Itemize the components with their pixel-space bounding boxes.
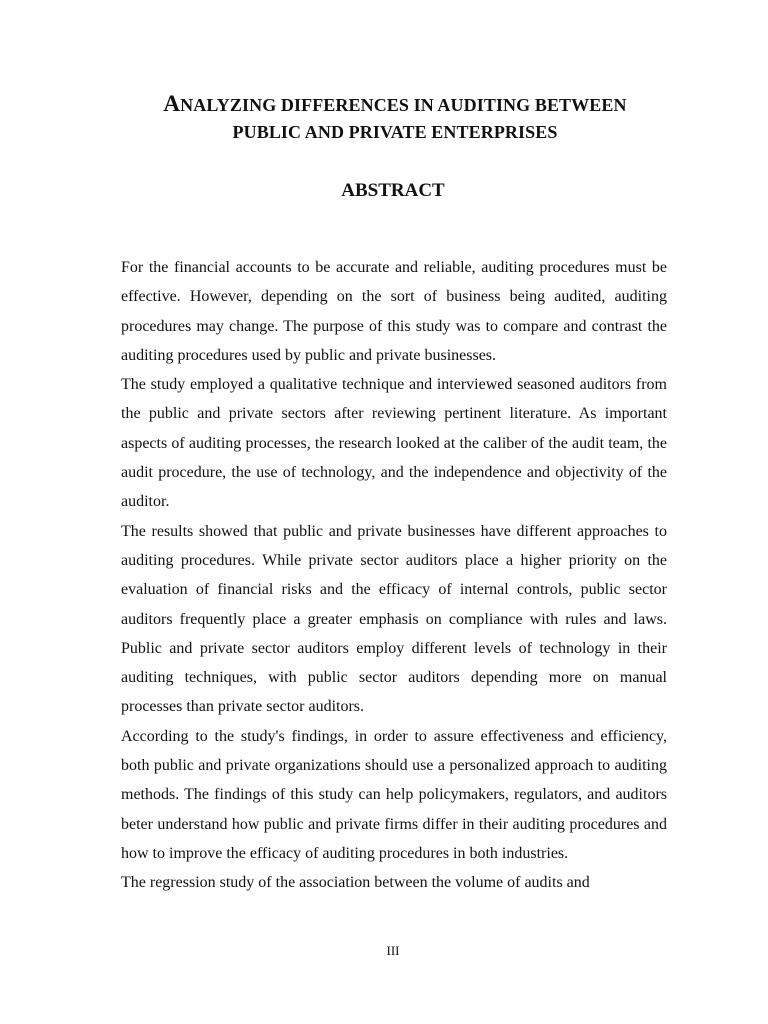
abstract-body	[121, 253, 667, 898]
paragraph: The regression study of the association between the volume of audits and	[121, 874, 590, 892]
title-first-letter: A	[163, 91, 181, 116]
page-number: III	[386, 943, 400, 958]
document-title	[90, 90, 700, 146]
title-line-1	[90, 90, 700, 119]
paragraph: The study employed a qualitative technique and interviewed seasoned auditors from the public and private sectors after reviewing pertinent literature. As important aspects of auditing processes, the research looked at the caliber of the audit team, the audit procedure, the use of technology, and the independence and objectivity of the auditor.	[121, 376, 667, 511]
paragraph: For the financial accounts to be accurate and reliable, auditing procedures must be effective. However, depending on the sort of business being audited, auditing procedures may change. The purpose of this study was to compare and contrast the auditing procedures used by public and private businesses.	[121, 259, 667, 364]
paragraph: According to the study's findings, in order to assure effectiveness and efficiency, both public and private organizations should use a personalized approach to auditing methods. The findings of this study can help policymakers, regulators, and auditors beter understand how public and private firms differ in their auditing procedures and how to improve the efficacy of auditing procedures in both industries.	[121, 727, 667, 862]
title-line-2: PUBLIC AND PRIVATE ENTERPRISES	[232, 122, 558, 142]
title-line-1-rest: NALYZING DIFFERENCES IN AUDITING BETWEEN	[180, 95, 627, 115]
paragraph: The results showed that public and private businesses have different approaches to auditing procedures. While private sector auditors place a higher priority on the evaluation of financial risks and the efficacy of internal controls, public sector auditors frequently place a greater emphasis on compliance with rules and laws. Public and private sector auditors employ different levels of technology in their auditing techniques, with public sector auditors depending more on manual processes than private sector auditors.	[121, 522, 667, 716]
abstract-heading: ABSTRACT	[341, 180, 445, 201]
